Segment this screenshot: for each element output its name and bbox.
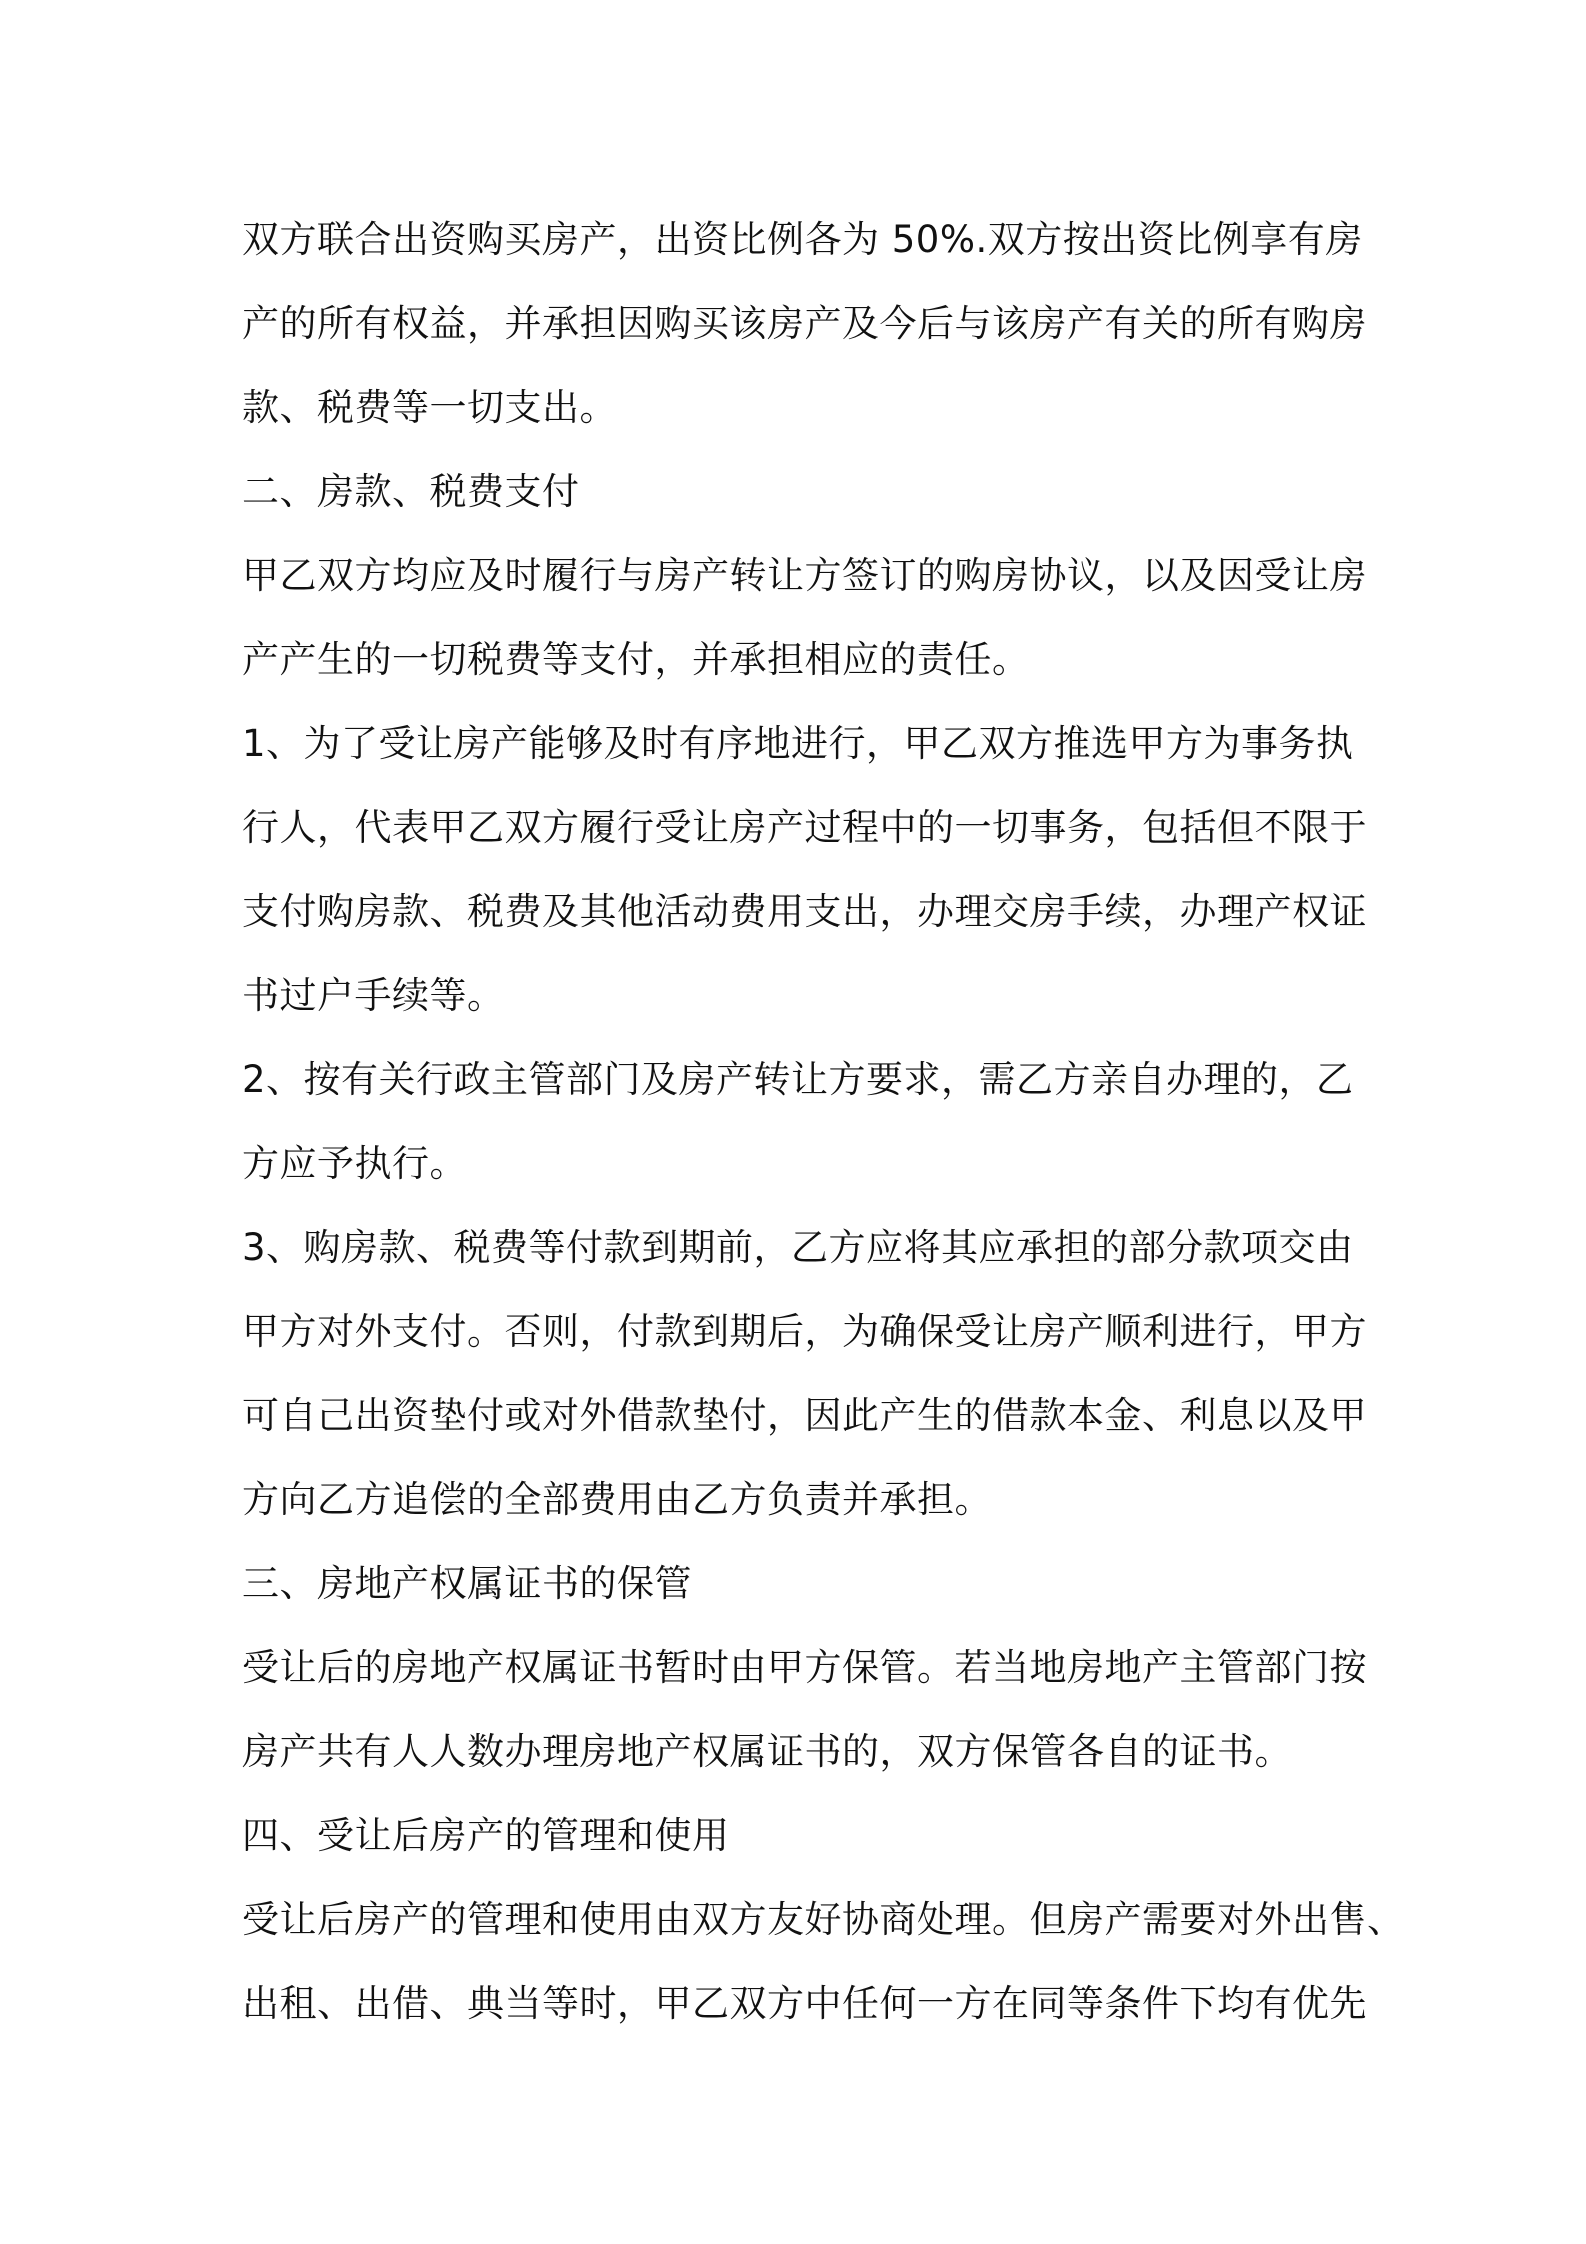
text-line: 方应予执行。 (242, 1142, 467, 1185)
section-heading: 三、房地产权属证书的保管 (242, 1562, 692, 1605)
text-line: 行人，代表甲乙双方履行受让房产过程中的一切事务，包括但不限于 (242, 806, 1367, 849)
text-line: 甲乙双方均应及时履行与房产转让方签订的购房协议，以及因受让房 (242, 554, 1367, 597)
text-line: 受让后的房地产权属证书暂时由甲方保管。若当地房地产主管部门按 (242, 1646, 1367, 1689)
text-line: 受让后房产的管理和使用由双方友好协商处理。但房产需要对外出售、 (242, 1898, 1405, 1941)
text-line: 款、税费等一切支出。 (242, 386, 617, 429)
text-line: 方向乙方追偿的全部费用由乙方负责并承担。 (242, 1478, 992, 1521)
text-line: 书过户手续等。 (242, 974, 505, 1017)
text-line: 房产共有人人数办理房地产权属证书的，双方保管各自的证书。 (242, 1730, 1292, 1773)
text-line: 2、按有关行政主管部门及房产转让方要求，需乙方亲自办理的，乙 (242, 1058, 1354, 1101)
text-line: 出租、出借、典当等时，甲乙双方中任何一方在同等条件下均有优先 (242, 1982, 1367, 2025)
section-heading: 二、房款、税费支付 (242, 470, 580, 513)
text-line: 双方联合出资购买房产，出资比例各为 50%.双方按出资比例享有房 (242, 218, 1363, 261)
section-heading: 四、受让后房产的管理和使用 (242, 1814, 730, 1857)
text-line: 可自己出资垫付或对外借款垫付，因此产生的借款本金、利息以及甲 (242, 1394, 1367, 1437)
text-line: 3、购房款、税费等付款到期前，乙方应将其应承担的部分款项交由 (242, 1226, 1354, 1269)
text-line: 产的所有权益，并承担因购买该房产及今后与该房产有关的所有购房 (242, 302, 1367, 345)
text-line: 产产生的一切税费等支付，并承担相应的责任。 (242, 638, 1030, 681)
text-line: 支付购房款、税费及其他活动费用支出，办理交房手续，办理产权证 (242, 890, 1367, 933)
document-body (242, 198, 1405, 2046)
text-line: 甲方对外支付。否则，付款到期后，为确保受让房产顺利进行，甲方 (242, 1310, 1367, 1353)
text-line: 1、为了受让房产能够及时有序地进行，甲乙双方推选甲方为事务执 (242, 722, 1354, 765)
